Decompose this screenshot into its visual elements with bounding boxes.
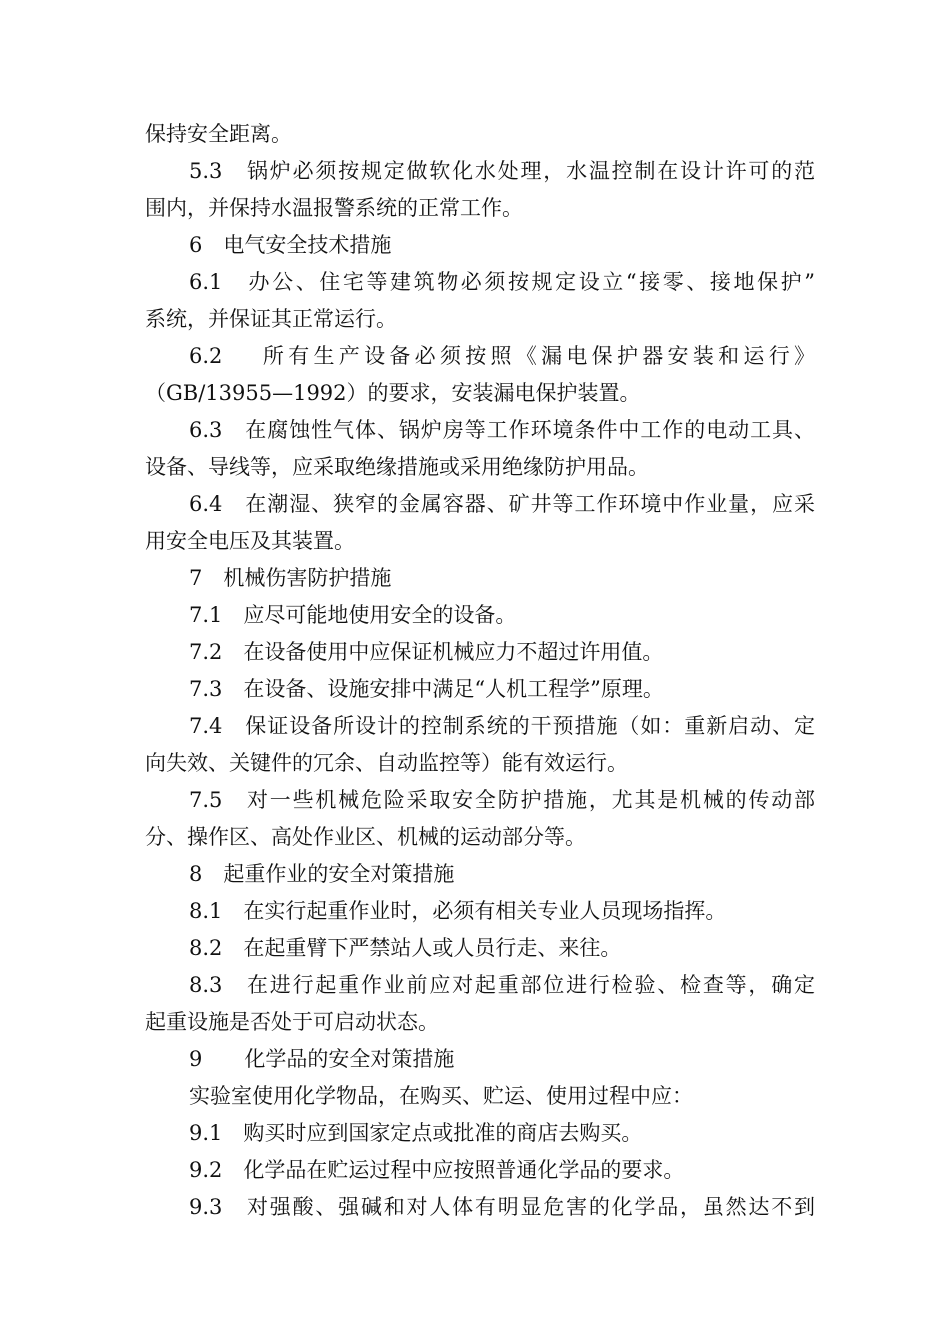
text-line: 7.5 对一些机械危险采取安全防护措施，尤其是机械的传动部	[189, 788, 815, 812]
text-line: 6.2 所有生产设备必须按照《漏电保护器安装和运行》	[189, 344, 815, 368]
text-line: 8 起重作业的安全对策措施	[189, 862, 455, 886]
text-line: 用安全电压及其装置。	[145, 529, 355, 553]
text-line: 6.3 在腐蚀性气体、锅炉房等工作环境条件中工作的电动工具、	[189, 418, 815, 442]
text-line: 保持安全距离。	[145, 122, 292, 146]
text-line: 设备、导线等，应采取绝缘措施或采用绝缘防护用品。	[145, 455, 649, 479]
text-line: （GB/13955—1992）的要求，安装漏电保护装置。	[145, 381, 641, 405]
text-line: 9.3 对强酸、强碱和对人体有明显危害的化学品，虽然达不到	[189, 1195, 815, 1219]
text-line: 实验室使用化学物品，在购买、贮运、使用过程中应：	[189, 1084, 693, 1108]
text-line: 6.4 在潮湿、狭窄的金属容器、矿井等工作环境中作业量，应采	[189, 492, 815, 516]
text-line: 8.1 在实行起重作业时，必须有相关专业人员现场指挥。	[189, 899, 727, 923]
body-text	[145, 116, 815, 1226]
text-line: 9 化学品的安全对策措施	[189, 1047, 455, 1071]
text-line: 7 机械伤害防护措施	[189, 566, 392, 590]
text-line: 9.2 化学品在贮运过程中应按照普通化学品的要求。	[189, 1158, 685, 1182]
text-line: 5.3 锅炉必须按规定做软化水处理，水温控制在设计许可的范	[189, 159, 815, 183]
text-line: 7.3 在设备、设施安排中满足“人机工程学”原理。	[189, 677, 664, 701]
text-line: 起重设施是否处于可启动状态。	[145, 1010, 439, 1034]
text-line: 向失效、关键件的冗余、自动监控等）能有效运行。	[145, 751, 628, 775]
text-line: 围内，并保持水温报警系统的正常工作。	[145, 196, 523, 220]
text-line: 8.2 在起重臂下严禁站人或人员行走、来往。	[189, 936, 622, 960]
text-line: 6.1 办公、住宅等建筑物必须按规定设立“接零、接地保护”	[189, 270, 815, 294]
text-line: 分、操作区、高处作业区、机械的运动部分等。	[145, 825, 586, 849]
text-line: 8.3 在进行起重作业前应对起重部位进行检验、检查等，确定	[189, 973, 815, 997]
text-line: 7.4 保证设备所设计的控制系统的干预措施（如：重新启动、定	[189, 714, 815, 738]
text-line: 7.2 在设备使用中应保证机械应力不超过许用值。	[189, 640, 664, 664]
text-line: 9.1 购买时应到国家定点或批准的商店去购买。	[189, 1121, 643, 1145]
text-line: 6 电气安全技术措施	[189, 233, 392, 257]
text-line: 7.1 应尽可能地使用安全的设备。	[189, 603, 517, 627]
text-line: 系统，并保证其正常运行。	[145, 307, 397, 331]
